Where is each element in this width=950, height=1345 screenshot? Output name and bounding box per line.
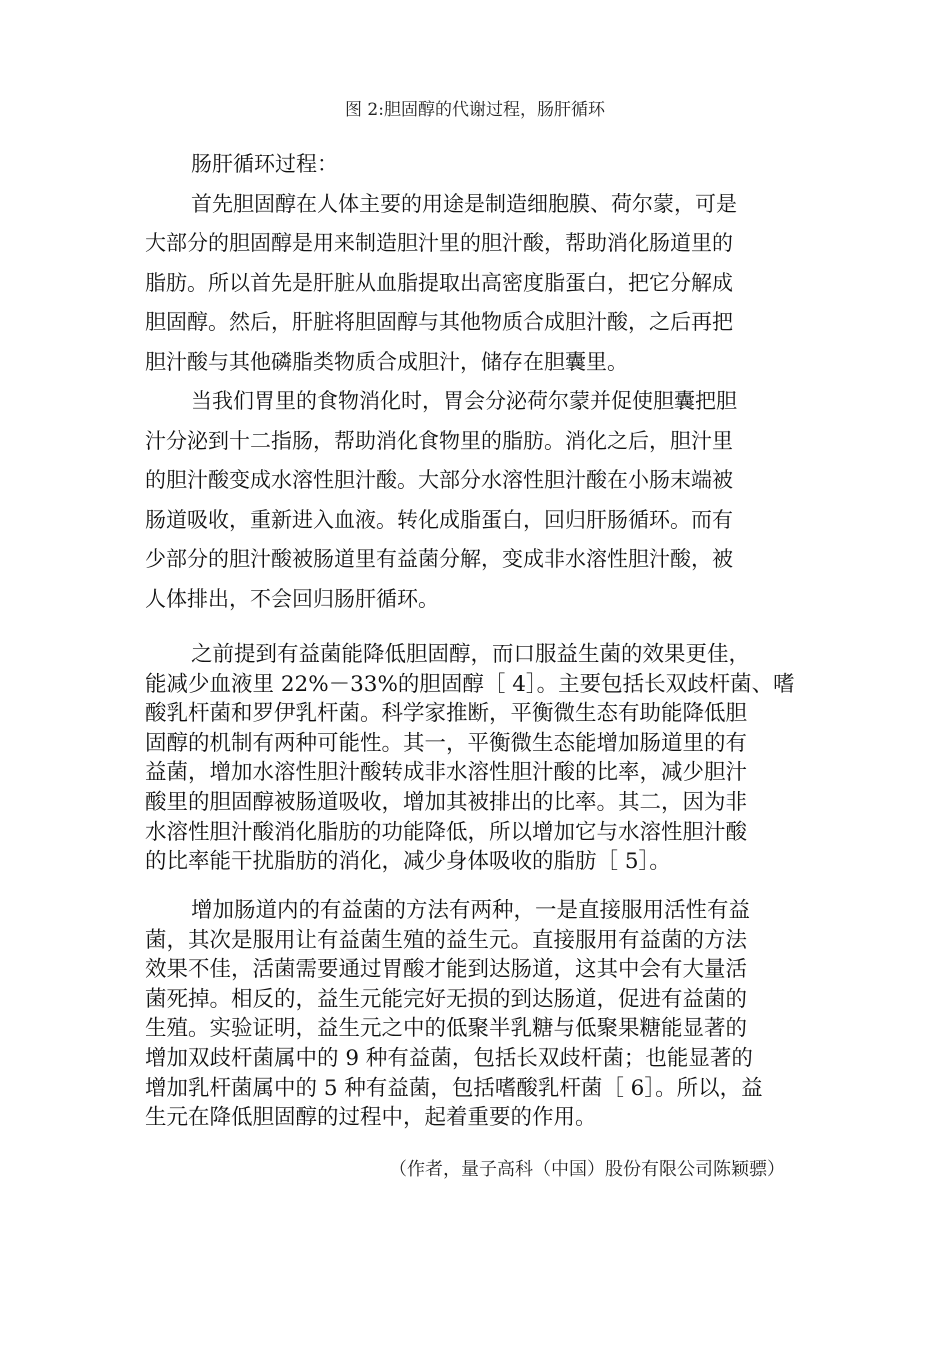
- paragraph-line: 的胆汁酸变成水溶性胆汁酸。大部分水溶性胆汁酸在小肠末端被: [145, 468, 733, 492]
- paragraph-line: 效果不佳，活菌需要通过胃酸才能到达肠道，这其中会有大量活: [145, 957, 748, 983]
- paragraph-line: 胆汁酸与其他磷脂类物质合成胆汁，储存在胆囊里。: [145, 349, 628, 374]
- paragraph-line: 当我们胃里的食物消化时，胃会分泌荷尔蒙并促使胆囊把胆: [191, 389, 737, 413]
- paragraph-line: 酸乳杆菌和罗伊乳杆菌。科学家推断，平衡微生态有助能降低胆: [145, 701, 748, 727]
- paragraph-line: 增加乳杆菌属中的 5 种有益菌，包括嗜酸乳杆菌［ 6］。所以，益: [145, 1075, 763, 1101]
- paragraph-line: 的比率能干扰脂肪的消化，减少身体吸收的脂肪［ 5］。: [145, 849, 671, 875]
- paragraph-line: 益菌，增加水溶性胆汁酸转成非水溶性胆汁酸的比率，减少胆汁: [145, 760, 748, 786]
- paragraph-line: 胆固醇。然后，肝脏将胆固醇与其他物质合成胆汁酸，之后再把: [145, 310, 733, 334]
- paragraph-line: 增加肠道内的有益菌的方法有两种，一是直接服用活性有益: [191, 898, 751, 923]
- enterohepatic-section: [145, 145, 785, 619]
- paragraph-line: 固醇的机制有两种可能性。其一，平衡微生态能增加肠道里的有: [145, 730, 748, 756]
- paragraph-line: 之前提到有益菌能降低胆固醇，而口服益生菌的效果更佳，: [191, 642, 751, 667]
- probiotic-paragraph: [145, 640, 805, 877]
- paragraph-line: 菌，其次是服用让有益菌生殖的益生元。直接服用有益菌的方法: [145, 927, 748, 953]
- prebiotic-paragraph: [145, 896, 805, 1133]
- paragraph-line: 脂肪。所以首先是肝脏从血脂提取出高密度脂蛋白，把它分解成: [145, 270, 733, 295]
- paragraph-line: 菌死掉。相反的，益生元能完好无损的到达肠道，促进有益菌的: [145, 986, 748, 1012]
- paragraph-line: 生殖。实验证明，益生元之中的低聚半乳糖与低聚果糖能显著的: [145, 1016, 748, 1042]
- paragraph-line: 肠道吸收，重新进入血液。转化成脂蛋白，回归肝肠循环。而有: [145, 507, 733, 532]
- paragraph-line: 大部分的胆固醇是用来制造胆汁里的胆汁酸，帮助消化肠道里的: [145, 231, 733, 255]
- section-heading: 肠肝循环过程：: [191, 152, 338, 176]
- paragraph-line: 增加双歧杆菌属中的 9 种有益菌，包括长双歧杆菌；也能显著的: [145, 1045, 753, 1071]
- paragraph-line: 能减少血液里 22%－33%的胆固醇［ 4］。主要包括长双歧杆菌、嗜: [145, 671, 795, 697]
- paragraph-line: 首先胆固醇在人体主要的用途是制造细胞膜、荷尔蒙，可是: [191, 191, 737, 216]
- paragraph-line: 酸里的胆固醇被肠道吸收，增加其被排出的比率。其二，因为非: [145, 789, 748, 815]
- paragraph-line: 水溶性胆汁酸消化脂肪的功能降低，所以增加它与水溶性胆汁酸: [145, 819, 748, 845]
- figure-caption: 图 2:胆固醇的代谢过程，肠肝循环: [345, 100, 605, 120]
- paragraph-line: 生元在降低胆固醇的过程中，起着重要的作用。: [145, 1105, 597, 1131]
- paragraph-line: 汁分泌到十二指肠，帮助消化食物里的脂肪。消化之后，胆汁里: [145, 428, 733, 453]
- paragraph-line: 少部分的胆汁酸被肠道里有益菌分解，变成非水溶性胆汁酸，被: [145, 547, 733, 571]
- author-credit: （作者，量子高科（中国）股份有限公司陈颖骠）: [389, 1159, 785, 1180]
- paragraph-line: 人体排出，不会回归肠肝循环。: [145, 586, 439, 611]
